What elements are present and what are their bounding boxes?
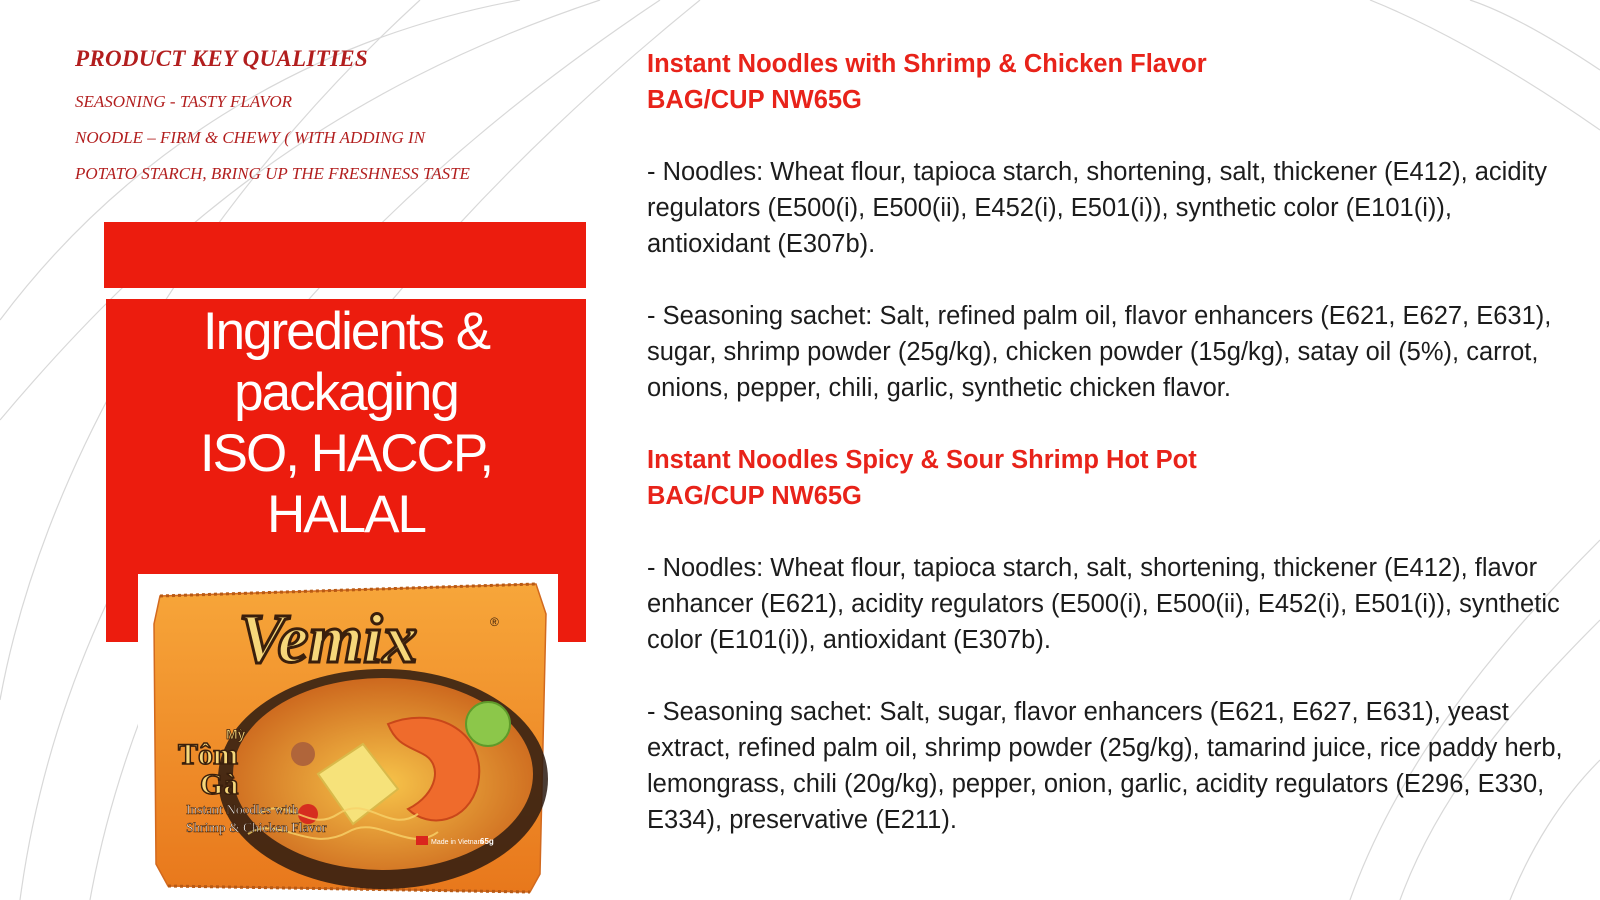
noodles-ingredients: - Noodles: Wheat flour, tapioca starch, salt, shortening, thickener (E412), flavor enhancer (E621), acidity regulators (E500(i), E500(ii), E452(i), E501(i)), synthetic color (E101(i)), antioxidant (E307b).: [647, 554, 1560, 654]
brand-logo-text: Vemix: [238, 601, 418, 678]
pack-weight: 65g: [480, 837, 494, 846]
seasoning-ingredients: - Seasoning sachet: Salt, refined palm oil, flavor enhancers (E621, E627, E631), sugar, shrimp powder (25g/kg), chicken powder (15g/kg), satay oil (5%), carrot, onions, pepper, chili, garlic, synthetic chicken flavor.: [647, 302, 1552, 402]
panel-title: [106, 299, 586, 545]
key-quality-line: NOODLE – FIRM & CHEWY ( WITH ADDING IN: [75, 128, 426, 147]
vietnam-flag-icon: [416, 836, 428, 845]
pack-name-line2: Gà: [200, 768, 239, 801]
key-qualities-block: [75, 46, 595, 192]
pack-caption-line1: Instant Noodles with: [186, 802, 299, 817]
pack-made-in: Made in Vietnam: [431, 839, 484, 846]
registered-mark: ®: [490, 615, 499, 629]
panel-title-line: HALAL: [267, 485, 425, 544]
product-pack-size: BAG/CUP NW65G: [647, 86, 862, 114]
pack-small-label: Mỳ: [226, 726, 246, 742]
pack-name-line1: Tôm: [178, 738, 238, 771]
key-qualities-title: PRODUCT KEY QUALITIES: [75, 46, 368, 71]
key-quality-line: SEASONING - TASTY FLAVOR: [75, 92, 292, 111]
seasoning-ingredients: - Seasoning sachet: Salt, sugar, flavor enhancers (E621, E627, E631), yeast extract, refined palm oil, shrimp powder (25g/kg), tamarind juice, rice paddy herb, lemongrass, chili (20g/kg), pepper, onion, garlic, acidity regulators (E296, E330, E334), preservative (E211).: [647, 698, 1563, 834]
ingredients-column: [647, 46, 1577, 838]
panel-title-line: ISO, HACCP,: [199, 424, 493, 483]
pack-caption-line2: Shrimp & Chicken Flavor: [186, 820, 327, 835]
noodles-ingredients: - Noodles: Wheat flour, tapioca starch, shortening, salt, thickener (E412), acidity regulators (E500(i), E500(ii), E452(i), E501(i)), synthetic color (E101(i)), antioxidant (E307b).: [647, 158, 1548, 258]
key-quality-line: POTATO STARCH, BRING UP THE FRESHNESS TASTE: [75, 164, 470, 183]
panel-title-line: packaging: [234, 363, 458, 422]
product-heading: Instant Noodles with Shrimp & Chicken Flavor: [647, 50, 1207, 78]
product-pack-image: [138, 574, 558, 900]
red-accent-bar: [104, 222, 586, 288]
product-heading: Instant Noodles Spicy & Sour Shrimp Hot Pot: [647, 446, 1197, 474]
panel-title-line: Ingredients &: [202, 302, 490, 361]
product-pack-size: BAG/CUP NW65G: [647, 482, 862, 510]
